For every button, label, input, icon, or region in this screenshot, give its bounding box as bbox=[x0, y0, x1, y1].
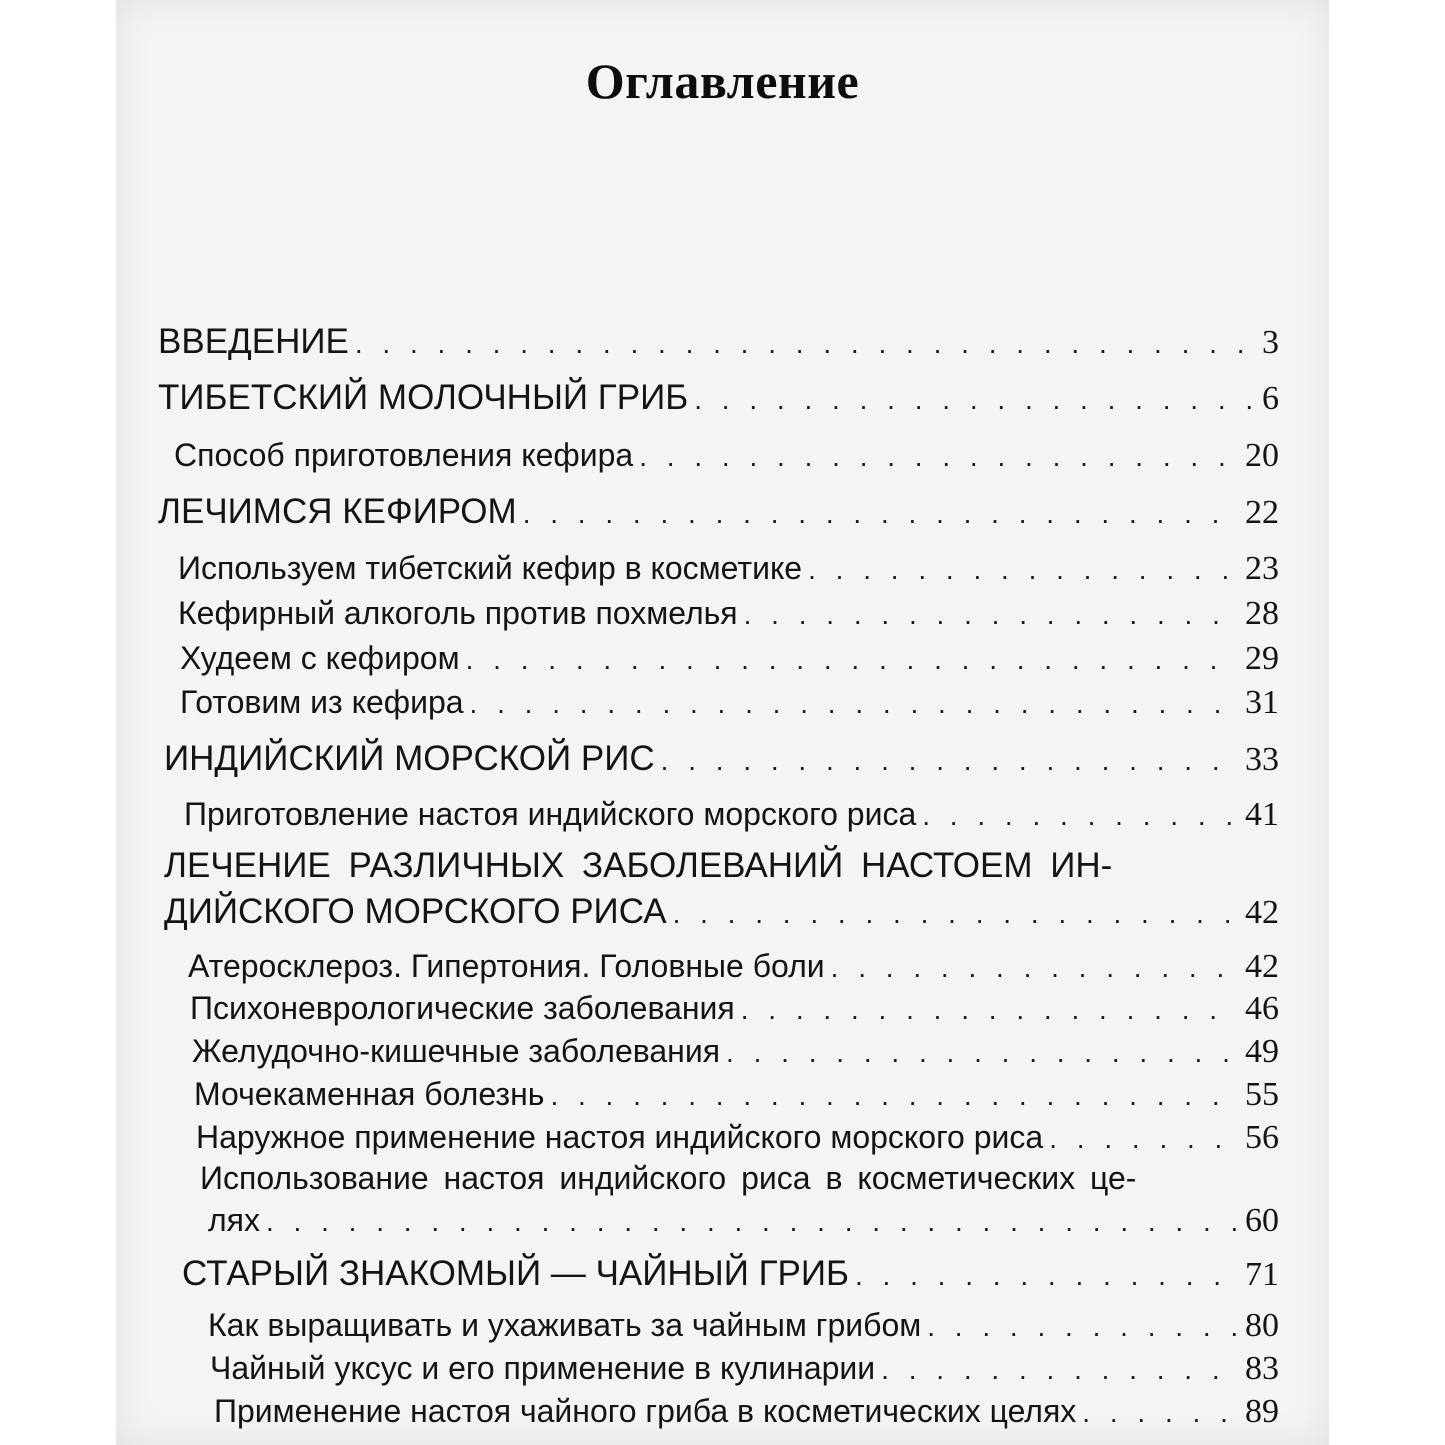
dot-leader bbox=[927, 1311, 1239, 1343]
toc-entry-page: 20 bbox=[1245, 437, 1279, 474]
dot-leader bbox=[881, 1354, 1239, 1386]
toc-entry-external-use bbox=[196, 1119, 1279, 1157]
toc-entry-page: 42 bbox=[1245, 948, 1279, 985]
toc-entry-title-line1: Использование настоя индийского риса в косметических це- bbox=[200, 1160, 1137, 1196]
toc-entry-page: 71 bbox=[1245, 1256, 1279, 1293]
toc-entry-page: 22 bbox=[1245, 494, 1279, 531]
toc-entry-title: ИНДИЙСКИЙ МОРСКОЙ РИС bbox=[164, 739, 655, 778]
toc-entry-page: 33 bbox=[1245, 741, 1279, 778]
toc-entry-title: лях bbox=[208, 1202, 260, 1238]
toc-entry-title: СТАРЫЙ ЗНАКОМЫЙ — ЧАЙНЫЙ ГРИБ bbox=[182, 1254, 849, 1293]
toc-entry-rice-cosmetics-line1 bbox=[200, 1160, 1279, 1197]
toc-entry-page: 3 bbox=[1262, 324, 1279, 361]
table-of-contents bbox=[116, 0, 1329, 1445]
dot-leader bbox=[550, 1080, 1239, 1112]
toc-entry-title: Применение настоя чайного гриба в косметических целях bbox=[214, 1393, 1077, 1429]
toc-entry-atherosclerosis bbox=[188, 948, 1279, 986]
dot-leader bbox=[639, 441, 1239, 473]
toc-entry-kefir-treatment bbox=[158, 492, 1279, 532]
toc-entry-kefir-diet bbox=[180, 640, 1279, 678]
book-page bbox=[116, 0, 1329, 1445]
toc-entry-title-line1: ЛЕЧЕНИЕ РАЗЛИЧНЫХ ЗАБОЛЕВАНИЙ НАСТОЕМ ИН- bbox=[164, 846, 1113, 885]
toc-entry-title: ЛЕЧИМСЯ КЕФИРОМ bbox=[158, 492, 517, 531]
toc-entry-title: Кефирный алкоголь против похмелья bbox=[178, 595, 738, 631]
toc-entry-growing-tea-mushroom bbox=[208, 1307, 1279, 1345]
dot-leader bbox=[355, 328, 1256, 360]
toc-entry-page: 49 bbox=[1245, 1033, 1279, 1070]
toc-entry-page: 41 bbox=[1245, 796, 1279, 833]
toc-entry-page: 42 bbox=[1245, 894, 1279, 931]
toc-entry-urolithiasis bbox=[194, 1076, 1279, 1114]
dot-leader bbox=[1082, 1397, 1239, 1429]
toc-entry-kefir-cooking bbox=[180, 684, 1279, 722]
dot-leader bbox=[741, 994, 1239, 1026]
toc-entry-psychoneurological bbox=[190, 990, 1279, 1028]
toc-entry-page: 83 bbox=[1245, 1350, 1279, 1387]
toc-entry-title: Атеросклероз. Гипертония. Головные боли bbox=[188, 948, 825, 984]
toc-entry-title: Приготовление настоя индийского морского риса bbox=[184, 796, 917, 832]
toc-entry-page: 6 bbox=[1262, 380, 1279, 417]
dot-leader bbox=[466, 644, 1239, 676]
toc-entry-kefir-cosmetics bbox=[178, 550, 1279, 588]
dot-leader bbox=[673, 898, 1239, 930]
dot-leader bbox=[855, 1260, 1239, 1292]
toc-entry-page: 56 bbox=[1245, 1119, 1279, 1156]
toc-entry-title: Готовим из кефира bbox=[180, 684, 464, 720]
toc-entry-page: 29 bbox=[1245, 640, 1279, 677]
toc-entry-kefir-alcohol bbox=[178, 595, 1279, 633]
dot-leader bbox=[470, 688, 1239, 720]
toc-entry-page: 80 bbox=[1245, 1307, 1279, 1344]
toc-entry-tea-vinegar bbox=[210, 1350, 1279, 1388]
dot-leader bbox=[808, 554, 1239, 586]
toc-entry-rice-cosmetics bbox=[208, 1202, 1279, 1240]
toc-entry-title: Как выращивать и ухаживать за чайным грибом bbox=[208, 1307, 922, 1343]
dot-leader bbox=[266, 1206, 1239, 1238]
toc-entry-tea-mushroom bbox=[182, 1254, 1279, 1294]
dot-leader bbox=[726, 1037, 1239, 1069]
toc-entry-title: Наружное применение настоя индийского морского риса bbox=[196, 1119, 1044, 1155]
toc-entry-title: Используем тибетский кефир в косметике bbox=[178, 550, 803, 586]
toc-entry-page: 23 bbox=[1245, 550, 1279, 587]
toc-entry-title: Желудочно-кишечные заболевания bbox=[192, 1033, 721, 1069]
toc-entry-tea-cosmetics bbox=[214, 1393, 1279, 1431]
toc-entry-introduction bbox=[158, 322, 1279, 362]
toc-entry-tibetan-milk-mushroom bbox=[158, 378, 1279, 418]
toc-entry-title: ВВЕДЕНИЕ bbox=[158, 322, 349, 361]
toc-entry-title: Мочекаменная болезнь bbox=[194, 1076, 545, 1112]
toc-entry-page: 46 bbox=[1245, 990, 1279, 1027]
toc-entry-page: 31 bbox=[1245, 684, 1279, 721]
toc-entry-indian-sea-rice bbox=[164, 739, 1279, 779]
dot-leader bbox=[1049, 1123, 1239, 1155]
toc-entry-title: Чайный уксус и его применение в кулинарии bbox=[210, 1350, 876, 1386]
dot-leader bbox=[744, 599, 1239, 631]
dot-leader bbox=[661, 745, 1239, 777]
toc-entry-disease-treatment-line1 bbox=[164, 846, 1279, 886]
toc-entry-page: 89 bbox=[1245, 1393, 1279, 1430]
toc-entry-title: ТИБЕТСКИЙ МОЛОЧНЫЙ ГРИБ bbox=[158, 378, 689, 417]
page-title: Оглавление bbox=[585, 53, 860, 109]
toc-entry-title: Худеем с кефиром bbox=[180, 640, 460, 676]
dot-leader bbox=[523, 498, 1239, 530]
toc-entry-kefir-preparation bbox=[174, 437, 1279, 475]
toc-entry-title: ДИЙСКОГО МОРСКОГО РИСА bbox=[164, 892, 667, 931]
toc-entry-page: 55 bbox=[1245, 1076, 1279, 1113]
toc-entry-rice-infusion-preparation bbox=[184, 796, 1279, 834]
toc-entry-gastrointestinal bbox=[192, 1033, 1279, 1071]
dot-leader bbox=[694, 384, 1256, 416]
toc-entry-page: 60 bbox=[1245, 1202, 1279, 1239]
dot-leader bbox=[922, 800, 1239, 832]
dot-leader bbox=[831, 952, 1239, 984]
toc-entry-disease-treatment bbox=[164, 892, 1279, 932]
toc-entry-title: Психоневрологические заболевания bbox=[190, 990, 735, 1026]
toc-entry-page: 28 bbox=[1245, 595, 1279, 632]
toc-entry-title: Способ приготовления кефира bbox=[174, 437, 634, 473]
